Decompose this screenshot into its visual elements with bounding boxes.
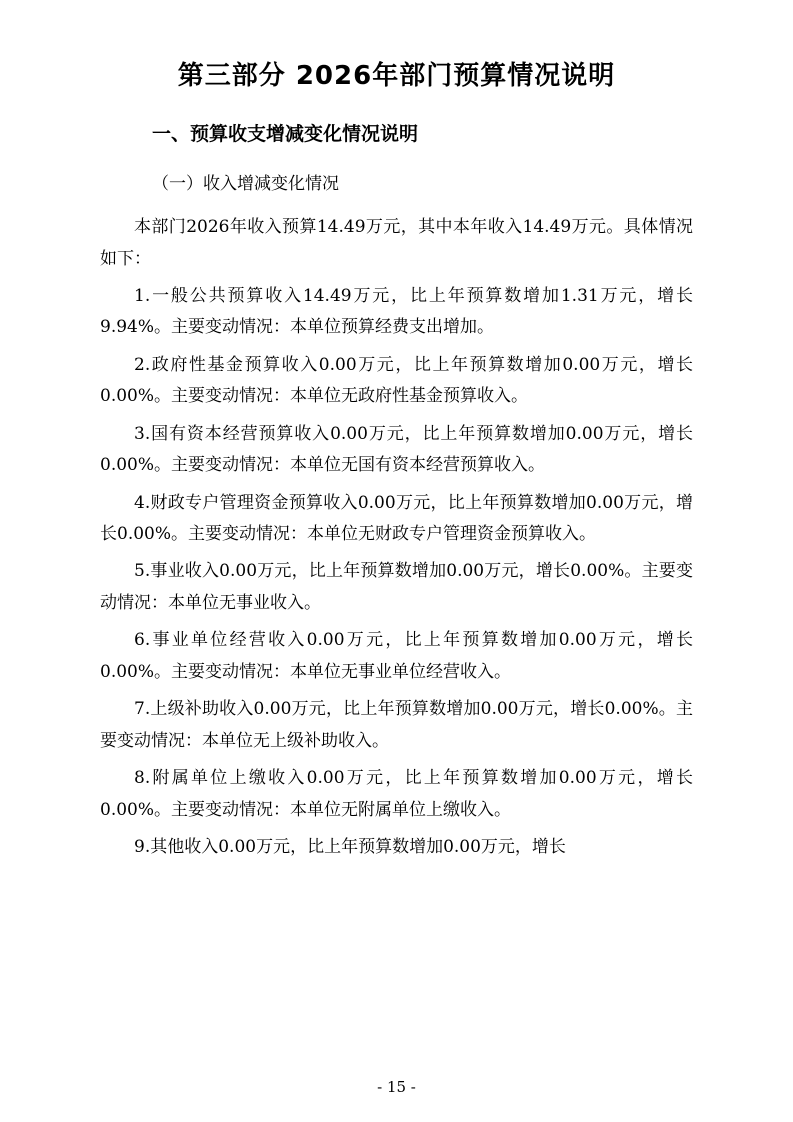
paragraph: 本部门2026年收入预算14.49万元，其中本年收入14.49万元。具体情况如下： <box>100 217 693 269</box>
paragraph: 7.上级补助收入0.00万元，比上年预算数增加0.00万元，增长0.00%。主要变动情况：本单位无上级补助收入。 <box>100 699 693 751</box>
paragraph: 1.一般公共预算收入14.49万元，比上年预算数增加1.31万元，增长9.94%。主要变动情况：本单位预算经费支出增加。 <box>100 285 693 338</box>
paragraph: 6.事业单位经营收入0.00万元，比上年预算数增加0.00万元，增长0.00%。主要变动情况：本单位无事业单位经营收入。 <box>100 630 693 682</box>
paragraph: 5.事业收入0.00万元，比上年预算数增加0.00万元，增长0.00%。主要变动情况：本单位无事业收入。 <box>100 561 693 613</box>
paragraph: 8.附属单位上缴收入0.00万元，比上年预算数增加0.00万元，增长0.00%。主要变动情况：本单位无附属单位上缴收入。 <box>100 768 693 820</box>
page-number: - 15 - <box>377 1078 416 1096</box>
paragraph: 4.财政专户管理资金预算收入0.00万元，比上年预算数增加0.00万元，增长0.00%。主要变动情况：本单位无财政专户管理资金预算收入。 <box>100 492 693 545</box>
subsection-heading: （一）收入增减变化情况 <box>152 173 339 194</box>
paragraph: 3.国有资本经营预算收入0.00万元，比上年预算数增加0.00万元，增长0.00%。主要变动情况：本单位无国有资本经营预算收入。 <box>100 423 693 476</box>
section-heading: 一、预算收支增减变化情况说明 <box>152 123 419 146</box>
paragraph: 9.其他收入0.00万元，比上年预算数增加0.00万元，增长 <box>134 836 566 857</box>
page-title: 第三部分 2026年部门预算情况说明 <box>177 61 616 91</box>
paragraph: 2.政府性基金预算收入0.00万元，比上年预算数增加0.00万元，增长0.00%。主要变动情况：本单位无政府性基金预算收入。 <box>100 354 693 407</box>
